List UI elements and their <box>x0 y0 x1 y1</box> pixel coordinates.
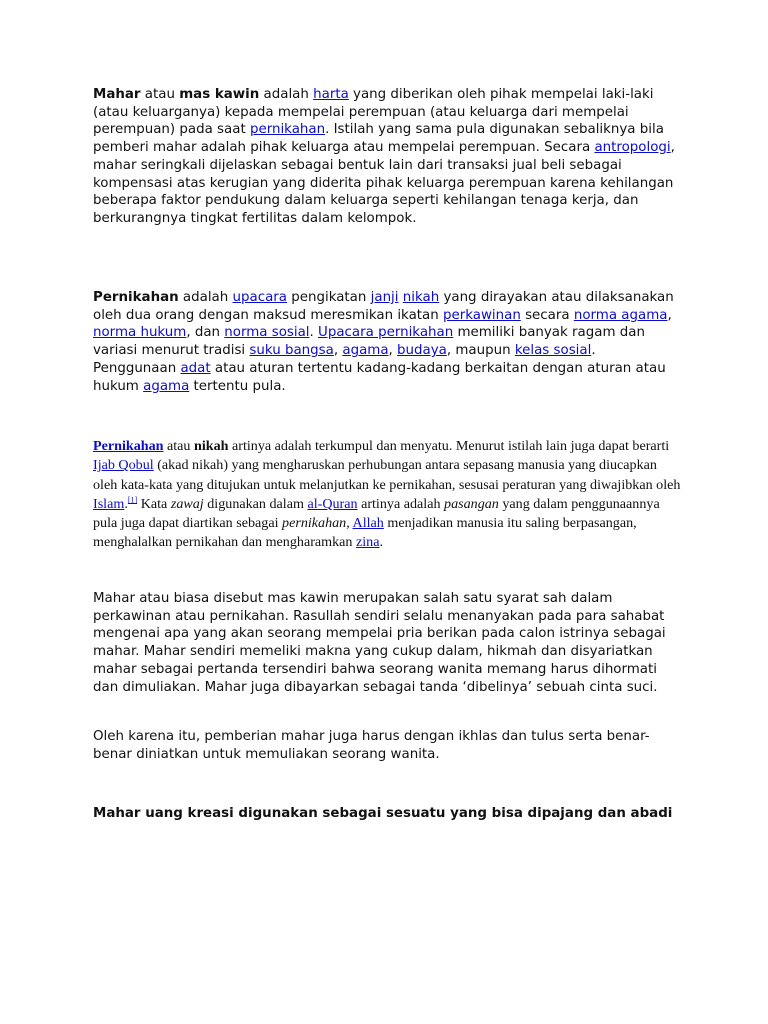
text: artinya adalah <box>357 495 445 512</box>
link-upacara-pernikahan[interactable]: Upacara pernikahan <box>318 325 454 341</box>
text: . Penggunaan <box>93 343 596 376</box>
link-adat[interactable]: adat <box>180 360 211 376</box>
text: , <box>388 343 398 359</box>
link-upacara[interactable]: upacara <box>232 290 287 305</box>
text: (akad nikah) yang mengharuskan perhubungan antara sepasang manusia yang diucapkan oleh kata-kata yang ditujukan untuk melanjutkan ke pernikahan, sesusai peraturan yang diwajibkan oleh <box>93 457 681 493</box>
footnote-link[interactable]: [1] <box>127 495 138 505</box>
paragraph-pernikahan-definition <box>93 289 675 395</box>
section-heading: Mahar uang kreasi digunakan sebagai sesuatu yang bisa dipajang dan abadi <box>93 806 673 821</box>
text: adalah <box>178 290 233 305</box>
text: secara <box>520 307 574 323</box>
term-pasangan: pasangan <box>444 495 499 512</box>
text: artinya adalah terkumpul dan menyatu. Menurut istilah lain juga dapat berarti <box>228 438 670 454</box>
paragraph-mahar-syarat: Mahar atau biasa disebut mas kawin merupakan salah satu syarat sah dalam perkawinan atau pernikahan. Rasullah sendiri selalu menanyakan pada para sahabat mengenai apa yang akan seorang mempelai pria berikan pada calon istrinya sebagai mahar. Mahar sendiri memeliki makna yang cukup dalam, hikmah dan disyariatkan mahar sebagai pertanda tersendiri bahwa seorang wanita memang harus dihormati dan dimuliakan. Mahar juga dibayarkan sebagai tanda ‘dibelinya’ sebuah cinta suci. <box>93 591 666 695</box>
text: . <box>309 325 319 341</box>
link-ijab-qobul[interactable]: Ijab Qobul <box>93 457 154 474</box>
text: , <box>333 343 343 359</box>
term-pernikahan-italic: pernikahan <box>282 515 347 532</box>
text: adalah <box>259 87 314 102</box>
text: Kata <box>137 495 171 512</box>
text: , dan <box>186 325 225 341</box>
link-agama[interactable]: agama <box>342 343 389 359</box>
text: . <box>379 534 383 551</box>
text: , maupun <box>446 343 515 359</box>
text: yang diberikan oleh pihak mempelai laki-laki (atau keluarganya) kepada mempelai perempuan (atau keluarga dari mempelai perempuan) pada saat <box>93 87 654 138</box>
term-mas-kawin: mas kawin <box>179 87 260 102</box>
paragraph-mahar-definition <box>93 86 675 228</box>
term-mahar: Mahar <box>93 87 141 102</box>
text: , <box>667 307 672 323</box>
text: yang dirayakan atau dilaksanakan oleh dua orang dengan maksud meresmikan ikatan <box>93 290 674 323</box>
text: . Istilah yang sama pula digunakan sebaliknya bila pemberi mahar adalah pihak keluarga atau mempelai perempuan. Secara <box>93 122 664 156</box>
link-janji[interactable]: janji <box>370 290 399 305</box>
link-perkawinan[interactable]: perkawinan <box>442 307 521 323</box>
text: , mahar seringkali dijelaskan sebagai bentuk lain dari transaksi jual beli sebagai kompensasi atas kerugian yang diderita pihak keluarga perempuan karena kehilangan beberapa faktor pendukung dalam keluarga seperti kehilangan tenaga kerja, dan berkurangnya tingkat fertilitas dalam kelompok. <box>93 140 675 226</box>
text: memiliki banyak ragam dan variasi menurut tradisi <box>93 325 645 359</box>
text: . <box>124 495 128 512</box>
text: digunakan dalam <box>203 495 308 512</box>
text: menjadikan manusia itu saling berpasangan, menghalalkan pernikahan dan mengharamkan <box>93 515 637 551</box>
text: yang dalam penggunaannya pula juga dapat diartikan sebagai <box>93 495 660 532</box>
link-kelas-sosial[interactable]: kelas sosial <box>514 343 592 359</box>
term-zawaj: zawaj <box>170 495 204 512</box>
link-nikah[interactable]: nikah <box>402 290 440 305</box>
text: , <box>346 515 353 532</box>
link-agama-2[interactable]: agama <box>143 378 190 394</box>
text: atau aturan tertentu kadang-kadang berkaitan dengan aturan atau hukum <box>93 360 666 394</box>
text: atau <box>140 87 180 102</box>
text: tertentu pula. <box>189 378 286 394</box>
text: pengikatan <box>287 290 371 305</box>
link-pernikahan[interactable]: pernikahan <box>249 122 326 138</box>
paragraph-oleh-karena-itu: Oleh karena itu, pemberian mahar juga harus dengan ikhlas dan tulus serta benar-benar diniatkan untuk memuliakan seorang wanita. <box>93 729 650 762</box>
paragraph-nikah-meaning <box>93 437 683 553</box>
link-pernikahan-bold[interactable]: Pernikahan <box>93 438 164 454</box>
link-antropologi[interactable]: antropologi <box>594 140 671 156</box>
link-harta[interactable]: harta <box>313 87 349 102</box>
link-norma-hukum[interactable]: norma hukum <box>93 325 187 341</box>
link-islam[interactable]: Islam <box>93 495 125 512</box>
link-allah[interactable]: Allah <box>352 515 384 532</box>
link-budaya[interactable]: budaya <box>397 343 447 359</box>
text: atau <box>163 438 195 454</box>
link-norma-agama[interactable]: norma agama <box>573 307 668 323</box>
link-al-quran[interactable]: al-Quran <box>307 495 358 512</box>
term-pernikahan: Pernikahan <box>93 290 179 305</box>
link-norma-sosial[interactable]: norma sosial <box>224 325 310 341</box>
link-suku-bangsa[interactable]: suku bangsa <box>249 343 334 359</box>
link-zina[interactable]: zina <box>355 534 380 551</box>
term-nikah: nikah <box>194 438 229 454</box>
